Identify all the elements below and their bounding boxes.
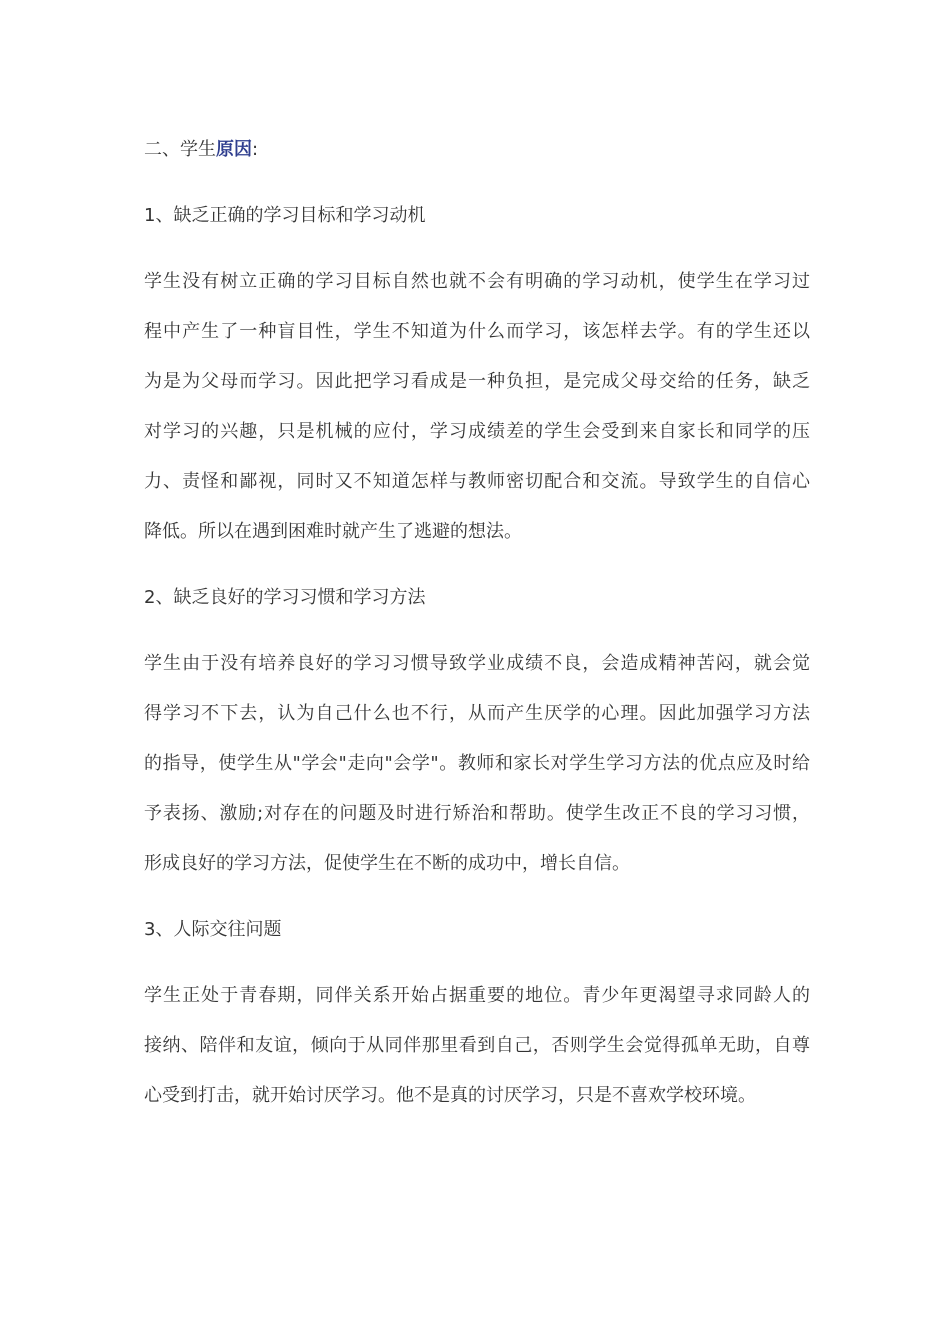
paragraph-line: 对学习的兴趣，只是机械的应付，学习成绩差的学生会受到来自家长和同学的压	[144, 421, 810, 442]
paragraph-line: 力、责怪和鄙视，同时又不知道怎样与教师密切配合和交流。导致学生的自信心	[144, 471, 810, 492]
paragraph-line: 降低。所以在遇到困难时就产生了逃避的想法。	[144, 521, 522, 542]
paragraph-line: 形成良好的学习方法，促使学生在不断的成功中，增长自信。	[144, 853, 630, 874]
item-3-title: 3、人际交往问题	[144, 919, 282, 940]
paragraph-line: 学生由于没有培养良好的学习习惯导致学业成绩不良，会造成精神苦闷，就会觉	[144, 653, 810, 674]
item-1-title: 1、缺乏正确的学习目标和学习动机	[144, 205, 426, 226]
document-body	[144, 133, 810, 1113]
item-2-paragraph	[144, 647, 810, 881]
section-heading-suffix: :	[252, 139, 259, 160]
paragraph-line: 程中产生了一种盲目性，学生不知道为什么而学习，该怎样去学。有的学生还以	[144, 321, 810, 342]
paragraph-line: 为是为父母而学习。因此把学习看成是一种负担，是完成父母交给的任务，缺乏	[144, 371, 810, 392]
paragraph-line: 的指导，使学生从"学会"走向"会学"。教师和家长对学生学习方法的优点应及时给	[144, 753, 810, 774]
paragraph-line: 予表扬、激励;对存在的问题及时进行矫治和帮助。使学生改正不良的学习习惯，	[144, 803, 810, 824]
paragraph-line: 学生没有树立正确的学习目标自然也就不会有明确的学习动机，使学生在学习过	[144, 271, 810, 292]
paragraph-line: 得学习不下去，认为自己什么也不行，从而产生厌学的心理。因此加强学习方法	[144, 703, 810, 724]
item-1-paragraph	[144, 265, 810, 549]
paragraph-line: 学生正处于青春期，同伴关系开始占据重要的地位。青少年更渴望寻求同龄人的	[144, 985, 810, 1006]
paragraph-line: 接纳、陪伴和友谊，倾向于从同伴那里看到自己，否则学生会觉得孤单无助，自尊	[144, 1035, 810, 1056]
item-3-paragraph	[144, 979, 810, 1113]
paragraph-line: 心受到打击，就开始讨厌学习。他不是真的讨厌学习，只是不喜欢学校环境。	[144, 1085, 756, 1106]
section-heading	[144, 133, 810, 167]
item-2-title: 2、缺乏良好的学习习惯和学习方法	[144, 587, 426, 608]
section-heading-prefix: 二、学生	[144, 139, 216, 160]
section-heading-accent: 原因	[216, 139, 252, 160]
